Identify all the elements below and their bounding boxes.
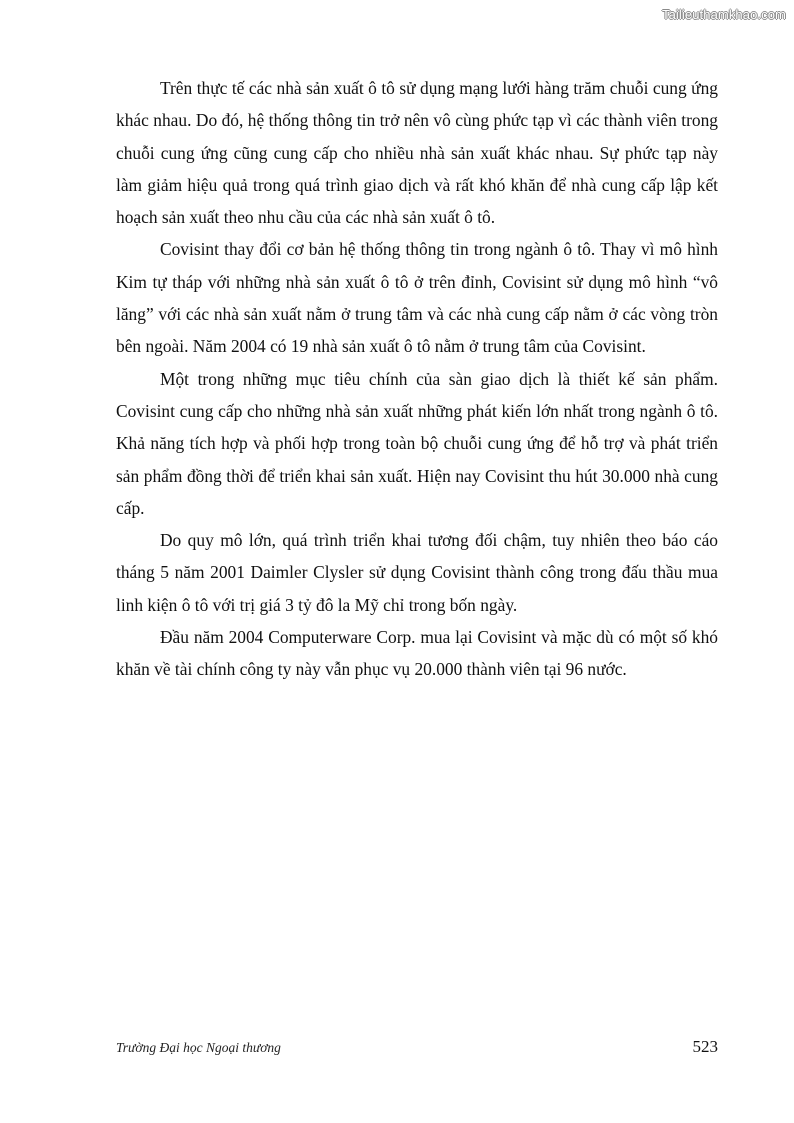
paragraph-covisint-model: Covisint thay đổi cơ bản hệ thống thông tin trong ngành ô tô. Thay vì mô hình Kim tự tháp với những nhà sản xuất ô tô ở trên đỉnh, Covisint sử dụng mô hình “vô lăng” với các nhà sản xuất nằm ở trung tâm và các nhà cung cấp nằm ở các vòng tròn bên ngoài. Năm 2004 có 19 nhà sản xuất ô tô nằm ở trung tâm của Covisint.: [116, 239, 718, 357]
footer-school-name: Trường Đại học Ngoại thương: [116, 1040, 281, 1055]
paragraph-product-design: Một trong những mục tiêu chính của sàn giao dịch là thiết kế sản phẩm. Covisint cung cấp cho những nhà sản xuất những phát kiến lớn nhất trong ngành ô tô. Khả năng tích hợp và phối hợp trong toàn bộ chuỗi cung ứng để hỗ trợ và phát triển sản phẩm đồng thời để triển khai sản xuất. Hiện nay Covisint thu hút 30.000 nhà cung cấp.: [116, 368, 718, 518]
paragraph-computerware: Đầu năm 2004 Computerware Corp. mua lại Covisint và mặc dù có một số khó khăn về tài chính công ty này vẫn phục vụ 20.000 thành viên tại 96 nước.: [116, 627, 718, 680]
watermark-text: Tailieuthamkhao.com: [661, 7, 786, 22]
paragraph-supply-chain: Trên thực tế các nhà sản xuất ô tô sử dụng mạng lưới hàng trăm chuỗi cung ứng khác nhau. Do đó, hệ thống thông tin trở nên vô cùng phức tạp vì các thành viên trong chuỗi cung ứng cũng cung cấp cho nhiều nhà sản xuất khác nhau. Sự phức tạp này làm giảm hiệu quả trong quá trình giao dịch và rất khó khăn để nhà cung cấp lập kết hoạch sản xuất theo nhu cầu của các nhà sản xuất ô tô.: [116, 78, 718, 228]
page-number: 523: [692, 1037, 718, 1056]
paragraph-daimler: Do quy mô lớn, quá trình triển khai tương đối chậm, tuy nhiên theo báo cáo tháng 5 năm 2001 Daimler Clysler sử dụng Covisint thành công trong đấu thầu mua linh kiện ô tô với trị giá 3 tỷ đô la Mỹ chỉ trong bốn ngày.: [116, 530, 718, 615]
document-body: [116, 72, 718, 686]
